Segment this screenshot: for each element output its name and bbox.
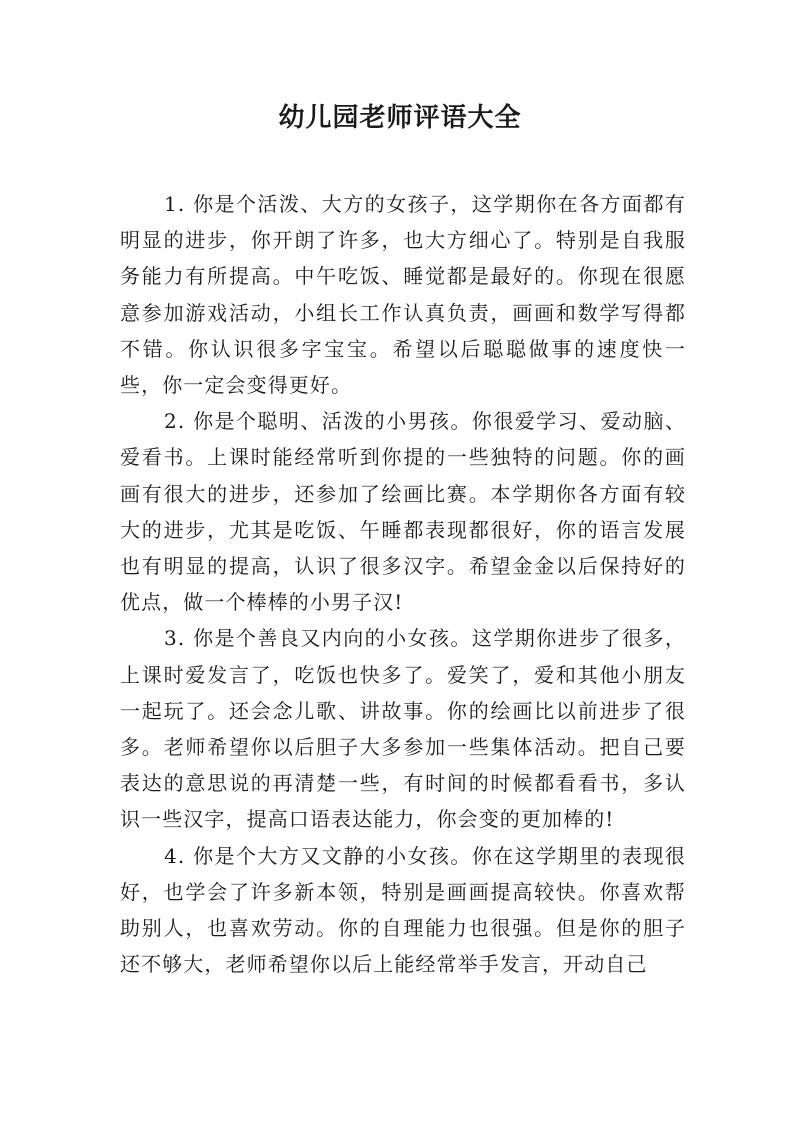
paragraph-3: 3. 你是个善良又内向的小女孩。这学期你进步了很多，上课时爱发言了，吃饭也快多了。爱笑了，爱和其他小朋友一起玩了。还会念儿歌、讲故事。你的绘画比以前进步了很多。老师希望你以后胆子大多参加一些集体活动。把自己要表达的意思说的再清楚一些，有时间的时候都看看书，多认识一些汉字，提高口语表达能力，你会变的更加棒的! [120, 626, 686, 832]
paragraph-1: 1. 你是个活泼、大方的女孩子，这学期你在各方面都有明显的进步，你开朗了许多，也大方细心了。特别是自我服务能力有所提高。中午吃饭、睡觉都是最好的。你现在很愿意参加游戏活动，小组长工作认真负责，画画和数学写得都不错。你认识很多字宝宝。希望以后聪聪做事的速度快一些，你一定会变得更好。 [120, 192, 686, 398]
paragraph-4: 4. 你是个大方又文静的小女孩。你在这学期里的表现很好，也学会了许多新本领，特别是画画提高较快。你喜欢帮助别人，也喜欢劳动。你的自理能力也很强。但是你的胆子还不够大，老师希望你以后上能经常举手发言，开动自己 [120, 843, 686, 977]
document-body [120, 186, 686, 982]
document-title: 幼儿园老师评语大全 [278, 103, 522, 133]
paragraph-2: 2. 你是个聪明、活泼的小男孩。你很爱学习、爱动脑、爱看书。上课时能经常听到你提的一些独特的问题。你的画画有很大的进步，还参加了绘画比赛。本学期你各方面有较大的进步，尤其是吃饭、午睡都表现都很好，你的语言发展也有明显的提高，认识了很多汉字。希望金金以后保持好的优点，做一个棒棒的小男子汉! [120, 409, 686, 615]
